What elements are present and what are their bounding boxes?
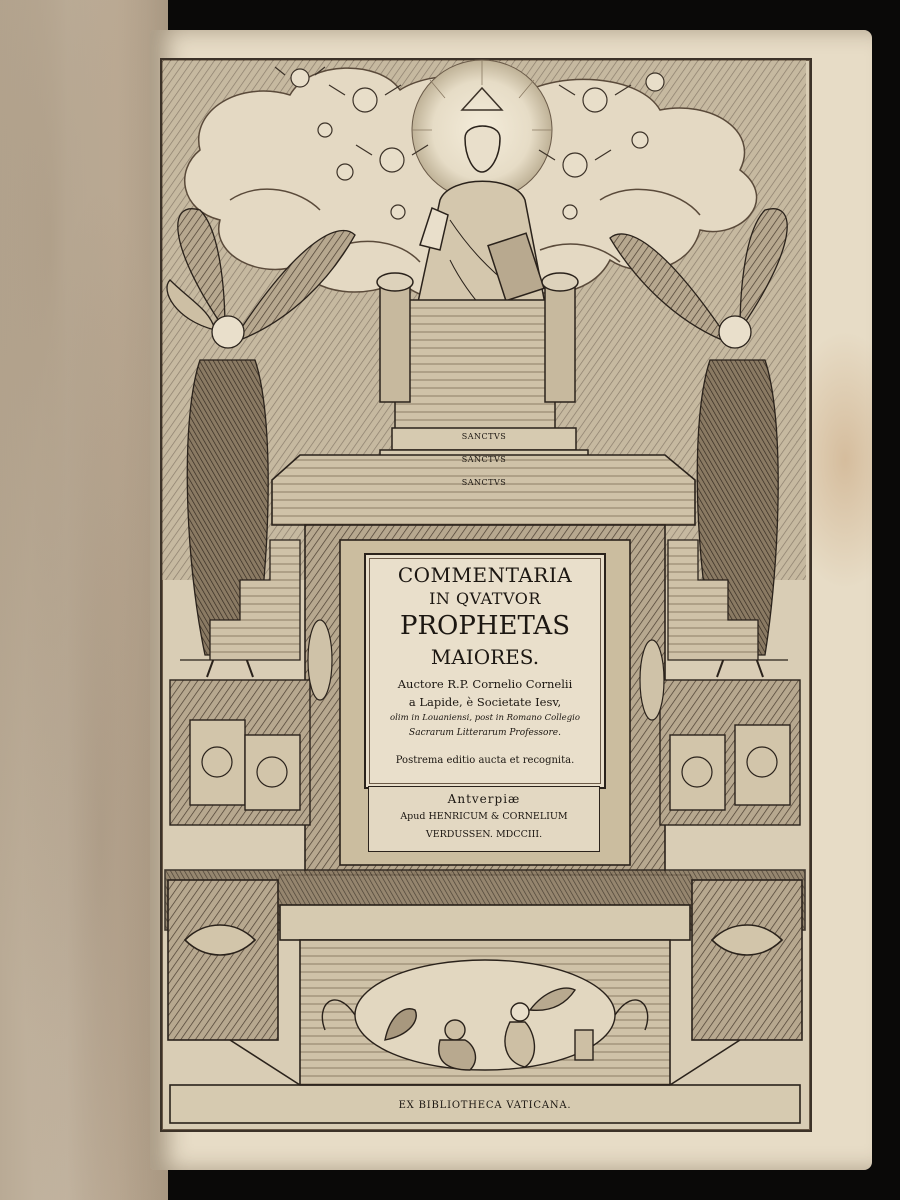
title-panel xyxy=(364,553,606,789)
imprint-city: Antverpiæ xyxy=(447,792,521,806)
author-line-3: olim in Louaniensi, post in Romano Collegio xyxy=(390,713,580,723)
title-line-maiores: MAIORES. xyxy=(430,645,540,669)
step-inscription-top: SANCTVS xyxy=(461,432,507,441)
step-inscription-middle: SANCTVS xyxy=(461,455,507,464)
title-line-in-quatuor: IN QVATVOR xyxy=(429,589,541,608)
author-line-2: a Lapide, è Societate Iesv, xyxy=(408,695,562,709)
title-line-prophetas: PROPHETAS xyxy=(399,611,571,641)
author-line-1: Auctore R.P. Cornelio Cornelii xyxy=(397,677,573,691)
imprint-date: VERDUSSEN. MDCCIII. xyxy=(425,829,543,840)
step-inscription-bottom: SANCTVS xyxy=(461,478,507,487)
imprint-panel xyxy=(368,786,600,852)
imprint-publisher: Apud HENRICUM & CORNELIUM xyxy=(400,811,568,822)
edition-statement: Postrema editio aucta et recognita. xyxy=(395,755,575,766)
author-line-4: Sacrarum Litterarum Professore. xyxy=(409,728,561,738)
footer-inscription: EX BIBLIOTHECA VATICANA. xyxy=(398,1100,572,1111)
title-line-commentaria: COMMENTARIA xyxy=(397,563,573,587)
